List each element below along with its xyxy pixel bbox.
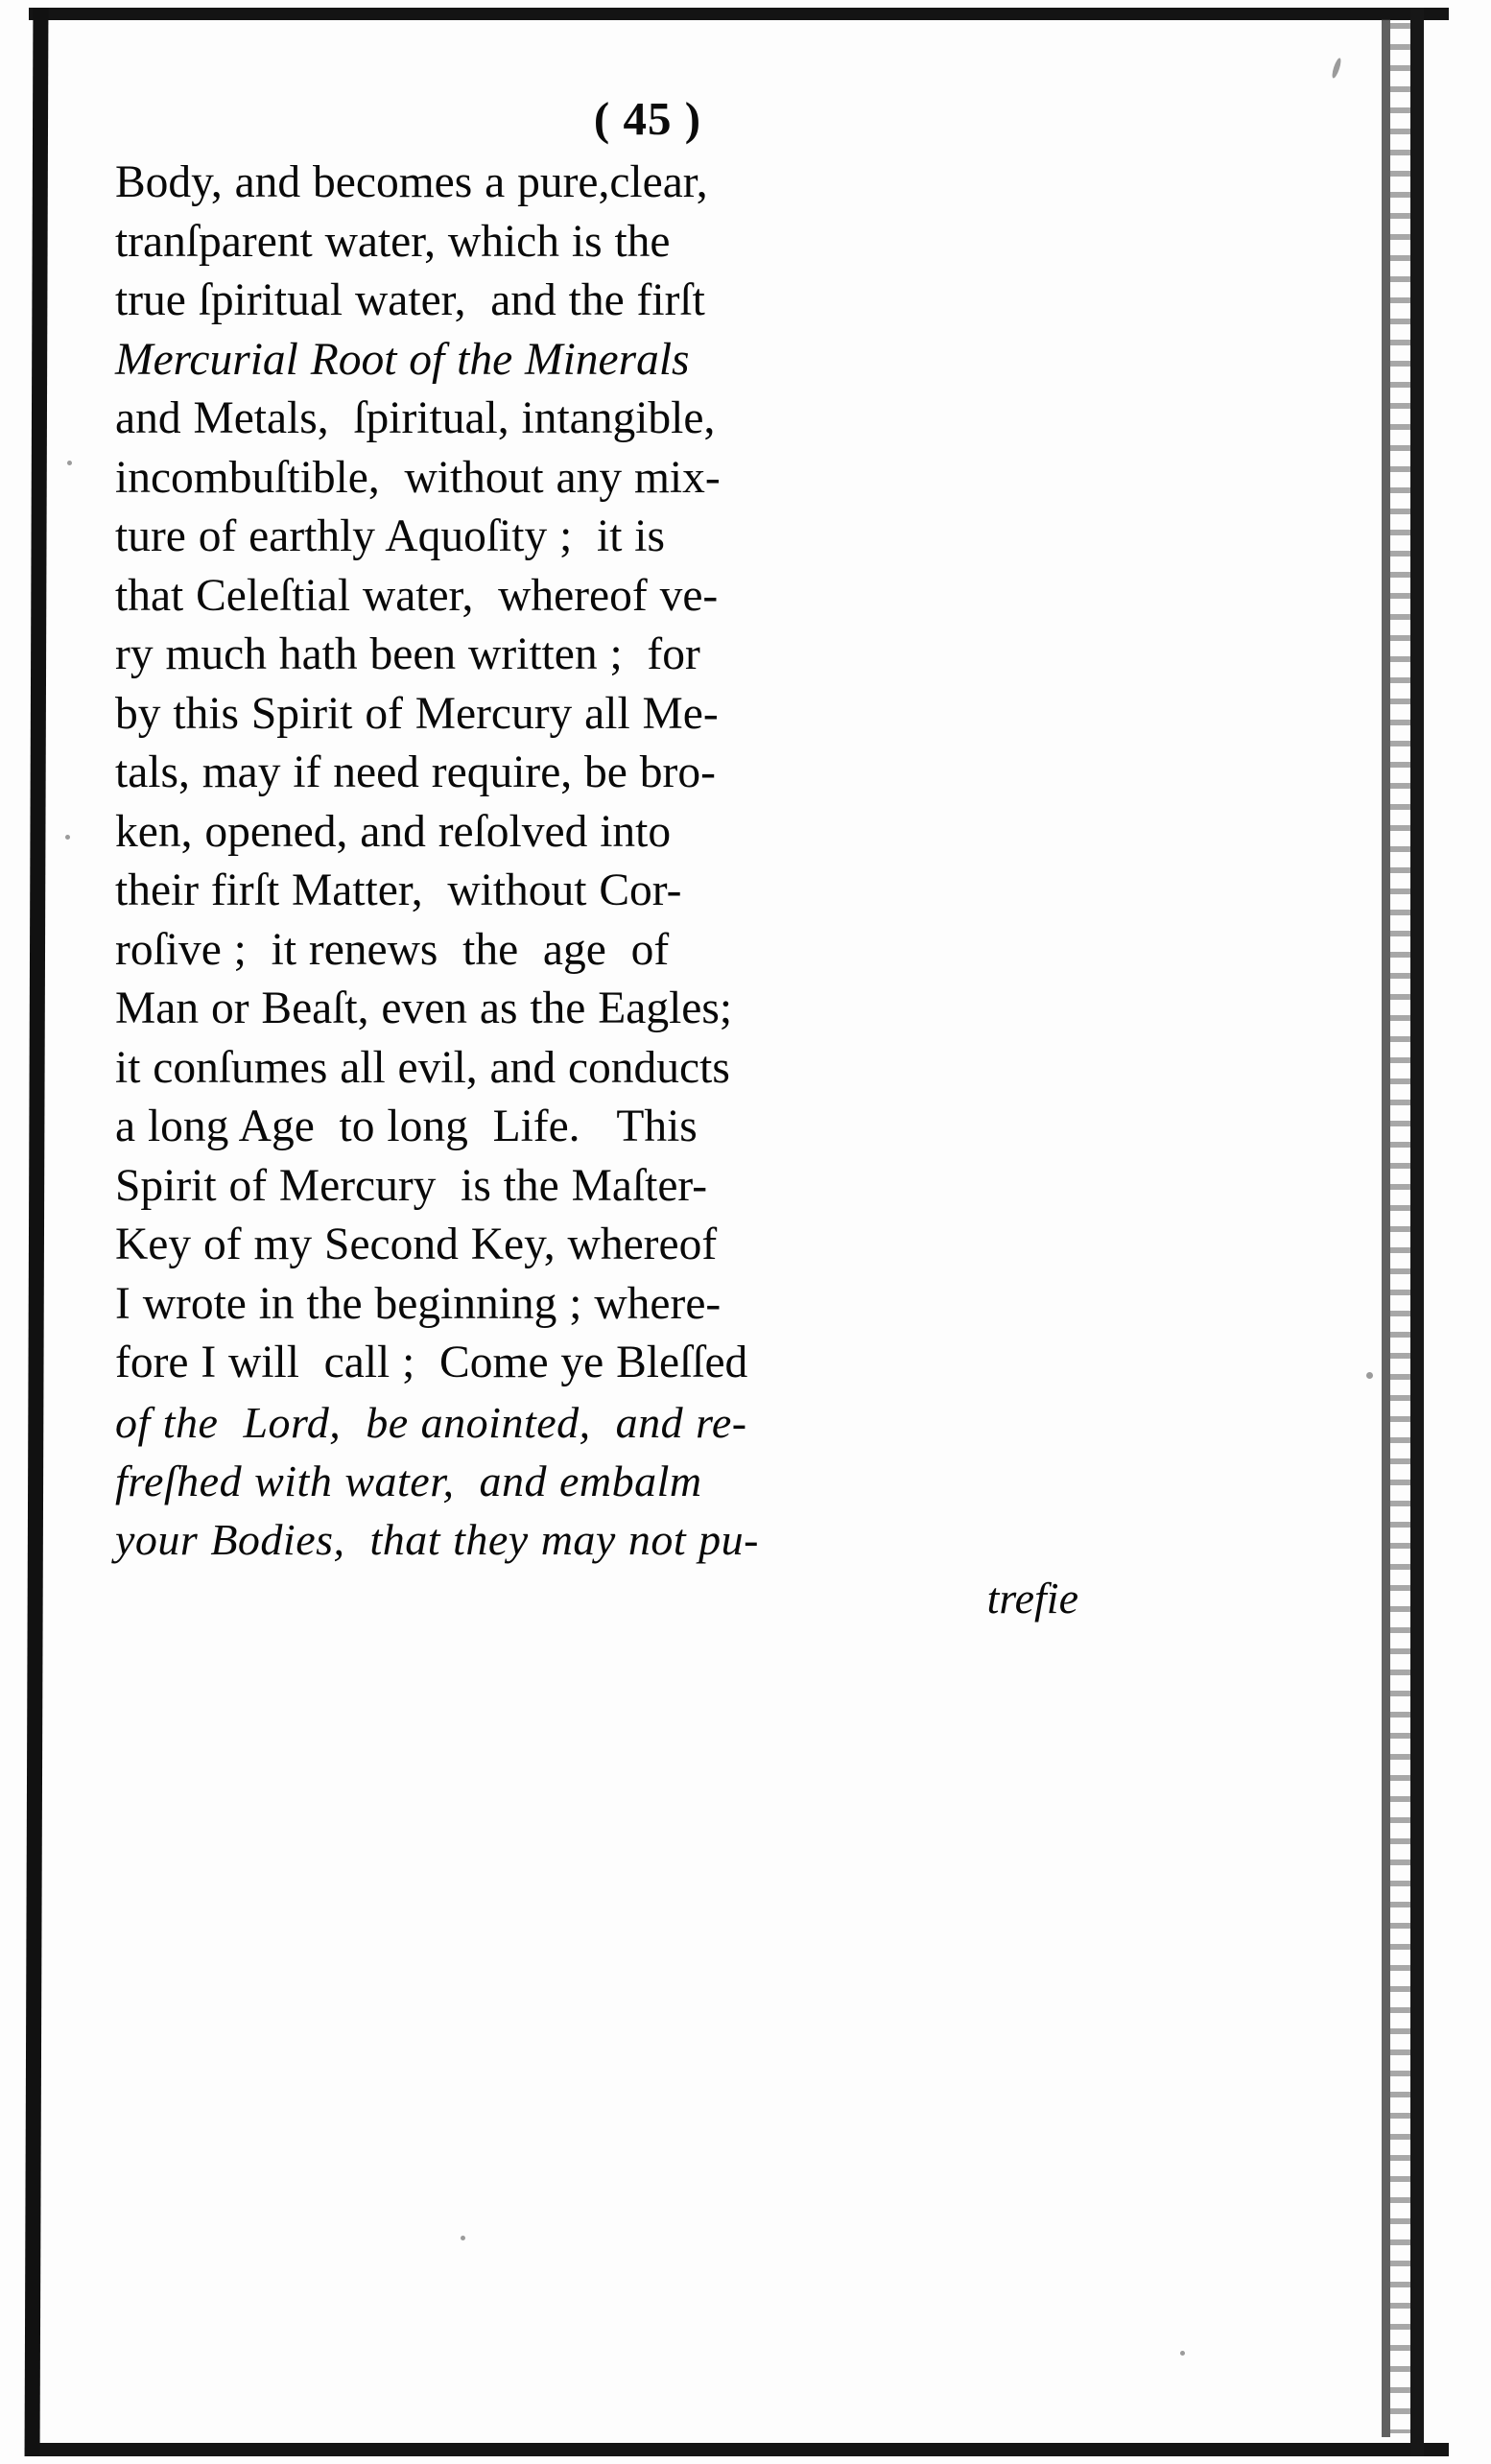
body-text <box>115 154 1161 1627</box>
scan-speck <box>65 835 70 840</box>
scan-border-right-inner <box>1382 19 1390 2437</box>
scan-border-bottom <box>29 2443 1449 2456</box>
text-line: true ſpiritual water, and the firſt <box>115 275 705 325</box>
text-line: fore I will call ; Come ye Bleſſed <box>115 1338 748 1387</box>
text-line: Man or Beaſt, even as the Eagles; <box>115 983 733 1033</box>
text-line: a long Age to long Life. This <box>115 1102 698 1151</box>
text-line: tals, may if need require, be bro- <box>115 747 716 797</box>
page-number: ( 45 ) <box>593 92 702 145</box>
text-line: Body, and becomes a pure,clear, <box>115 157 708 207</box>
text-line: ture of earthly Aquoſity ; it is <box>115 511 665 561</box>
text-line-italic-mercurial: Mercurial Root of the Minerals <box>115 334 690 385</box>
text-line: it conſumes all evil, and conducts <box>115 1042 730 1093</box>
text-line: incombuſtible, without any mix- <box>115 452 721 503</box>
scan-border-left <box>25 8 49 2456</box>
scan-gutter-speckle <box>1390 23 1411 2433</box>
catchword: trefie <box>986 1573 1078 1623</box>
scan-border-top <box>29 8 1449 20</box>
text-line: I wrote in the beginning ; where- <box>115 1278 722 1329</box>
text-line: roſive ; it renews the age of <box>115 924 670 975</box>
text-line: ry much hath been written ; for <box>115 629 700 679</box>
scan-speck <box>461 2236 465 2240</box>
scan-speck <box>67 461 72 465</box>
text-line: Key of my Second Key, whereof <box>115 1220 718 1269</box>
text-line: their firſt Matter, without Cor- <box>115 865 682 915</box>
text-line: Spirit of Mercury is the Maſter- <box>115 1160 708 1211</box>
text-line: that Celeſtial water, whereof ve- <box>115 570 719 621</box>
page-text-block <box>115 91 1161 1627</box>
scan-speck <box>1366 1372 1373 1379</box>
quote-line: freſhed with water, and embalm <box>115 1456 702 1505</box>
scan-speck <box>1180 2351 1185 2356</box>
scan-border-right-outer <box>1410 8 1424 2456</box>
text-line: ken, opened, and reſolved into <box>115 806 672 857</box>
quote-line: of the Lord, be anointed, and re- <box>115 1397 747 1447</box>
text-line: by this Spirit of Mercury all Me- <box>115 688 719 739</box>
text-line: tranſparent water, which is the <box>115 216 671 267</box>
quote-line: your Bodies, that they may not pu- <box>115 1514 759 1564</box>
scan-speck <box>1331 58 1343 80</box>
text-line: and Metals, ſpiritual, intangible, <box>115 393 716 443</box>
